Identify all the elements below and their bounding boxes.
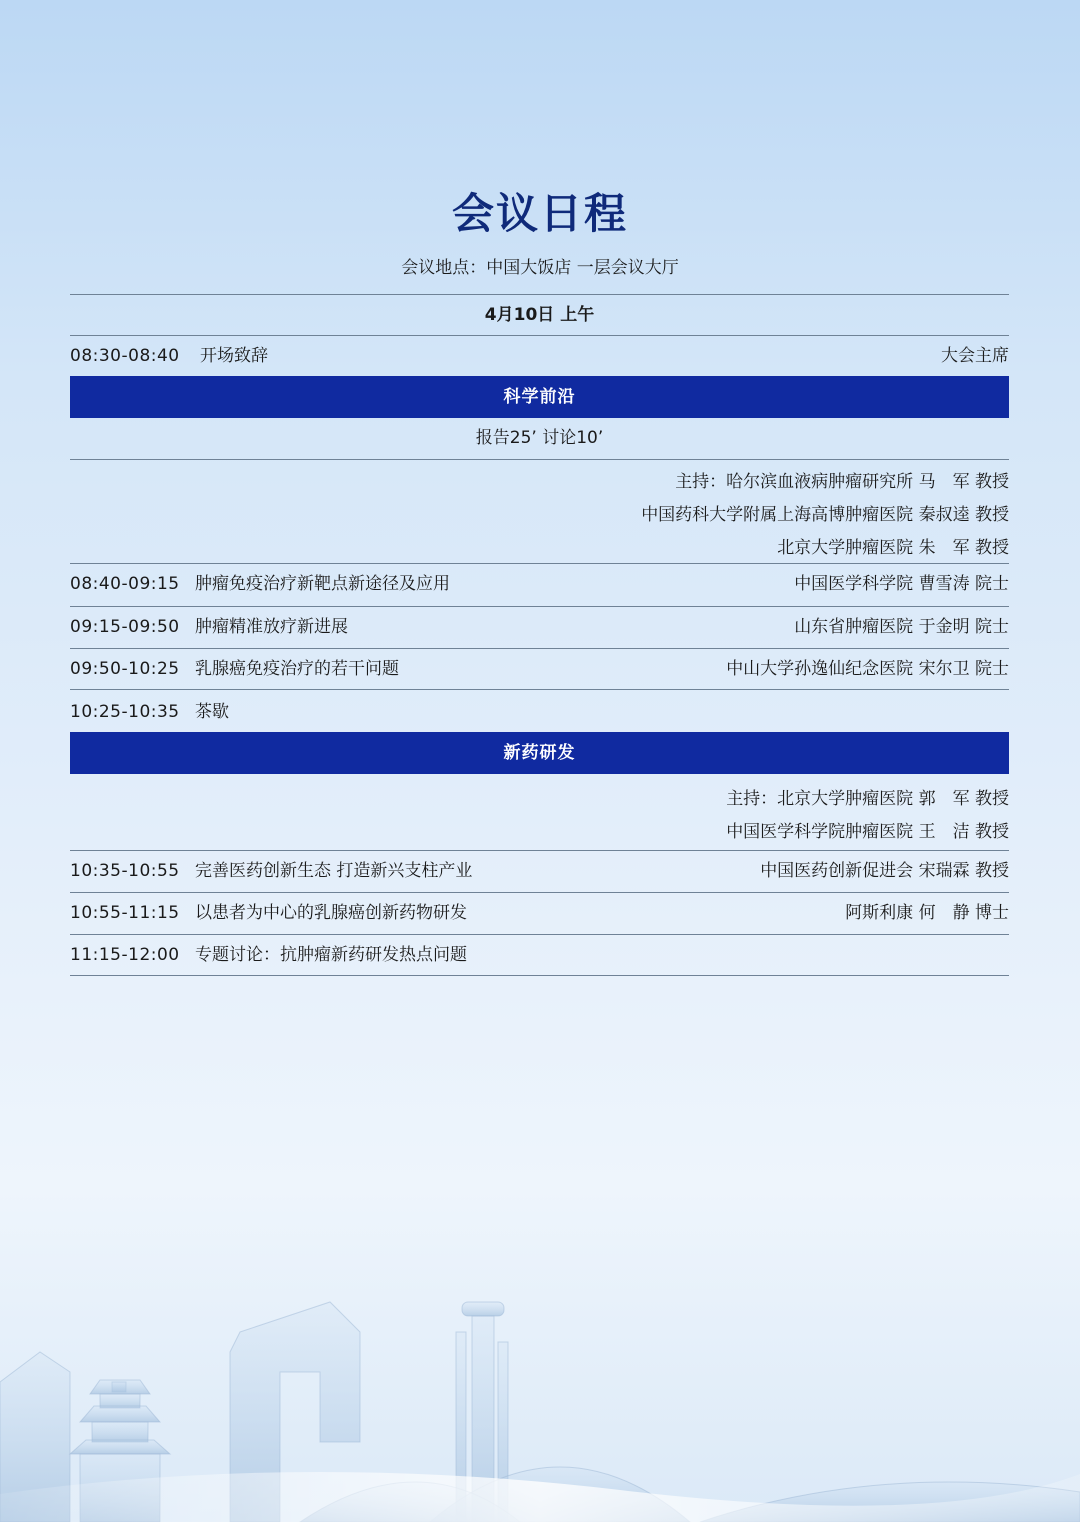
topic-cell: 乳腺癌免疫治疗的若干问题 — [195, 659, 399, 679]
table-row — [70, 606, 1009, 648]
time-cell: 11:15-12:00 — [70, 945, 180, 965]
table-row — [70, 689, 1009, 732]
host-line: 主持：哈尔滨血液病肿瘤研究所 马 军 教授 — [675, 472, 1009, 492]
table-row — [70, 335, 1009, 376]
time-cell: 10:25-10:35 — [70, 702, 180, 722]
table-row — [70, 892, 1009, 934]
time-cell: 09:15-09:50 — [70, 617, 180, 637]
format-note: 报告25’ 讨论10’ — [475, 428, 604, 448]
day-header-row — [70, 294, 1009, 335]
host-line: 中国医学科学院肿瘤医院 王 洁 教授 — [726, 822, 1009, 842]
format-row — [70, 418, 1009, 459]
section-banner: 新药研发 — [70, 732, 1009, 774]
table-row — [70, 934, 1009, 976]
host-block — [70, 774, 1009, 850]
host-line: 中国药科大学附属上海高博肿瘤医院 秦叔逵 教授 — [641, 505, 1009, 525]
day-header: 4月10日 上午 — [484, 305, 595, 325]
topic-cell: 开场致辞 — [200, 346, 268, 366]
table-row — [70, 648, 1009, 689]
venue-line: 会议地点：中国大饭店 一层会议大厅 — [401, 258, 679, 278]
time-cell: 09:50-10:25 — [70, 659, 180, 679]
speaker-cell: 阿斯利康 何 静 博士 — [845, 903, 1009, 923]
host-line: 北京大学肿瘤医院 朱 军 教授 — [777, 538, 1009, 558]
topic-cell: 以患者为中心的乳腺癌创新药物研发 — [195, 903, 467, 923]
topic-cell: 专题讨论：抗肿瘤新药研发热点问题 — [195, 945, 467, 965]
page-title: 会议日程 — [451, 189, 628, 238]
agenda-table — [70, 294, 1009, 976]
speaker-cell: 中山大学孙逸仙纪念医院 宋尔卫 院士 — [726, 659, 1009, 679]
host-block — [70, 459, 1009, 563]
time-cell: 10:55-11:15 — [70, 903, 180, 923]
speaker-cell: 中国医药创新促进会 宋瑞霖 教授 — [760, 861, 1009, 881]
topic-cell: 完善医药创新生态 打造新兴支柱产业 — [195, 861, 473, 881]
table-row — [70, 850, 1009, 892]
topic-cell: 肿瘤免疫治疗新靶点新途径及应用 — [195, 574, 450, 594]
time-cell: 08:40-09:15 — [70, 574, 180, 594]
speaker-cell: 中国医学科学院 曹雪涛 院士 — [794, 574, 1009, 594]
time-cell: 10:35-10:55 — [70, 861, 180, 881]
time-cell: 08:30-08:40 — [70, 346, 180, 366]
speaker-cell: 大会主席 — [941, 346, 1009, 366]
topic-cell: 肿瘤精准放疗新进展 — [195, 617, 348, 637]
speaker-cell: 山东省肿瘤医院 于金明 院士 — [794, 617, 1009, 637]
host-line: 主持：北京大学肿瘤医院 郭 军 教授 — [726, 789, 1009, 809]
section-banner: 科学前沿 — [70, 376, 1009, 418]
table-row — [70, 563, 1009, 606]
beijing-skyline-illustration — [0, 1262, 1080, 1522]
topic-cell: 茶歇 — [195, 702, 229, 722]
